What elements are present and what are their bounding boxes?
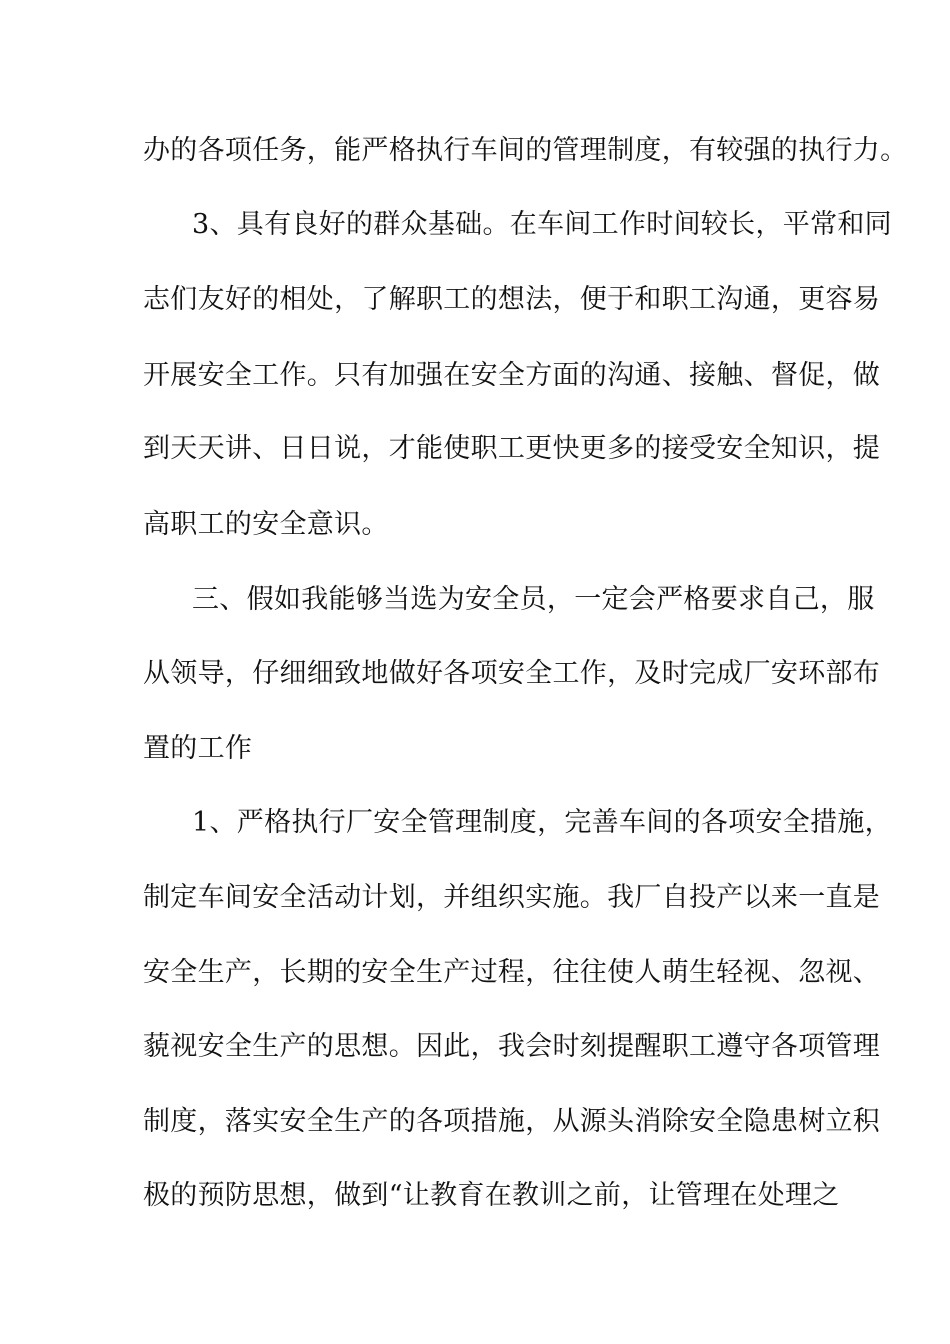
text-line: 置的工作	[143, 733, 253, 764]
text-line: 高职工的安全意识。	[143, 509, 389, 540]
text-line: 1、严格执行厂安全管理制度，完善车间的各项安全措施，	[192, 807, 892, 838]
text-line: 3、具有良好的群众基础。在车间工作时间较长，平常和同	[192, 209, 892, 240]
text-line: 安全生产，长期的安全生产过程，往往使人萌生轻视、忽视、	[143, 957, 881, 988]
text-line: 志们友好的相处，了解职工的想法，便于和职工沟通，更容易	[143, 284, 881, 315]
text-line: 办的各项任务，能严格执行车间的管理制度，有较强的执行力。	[143, 135, 908, 166]
text-line: 极的预防思想，做到“让教育在教训之前，让管理在处理之	[143, 1180, 840, 1211]
text-line: 到天天讲、日日说，才能使职工更快更多的接受安全知识，提	[143, 433, 881, 464]
text-line: 从领导，仔细细致地做好各项安全工作，及时完成厂安环部布	[143, 658, 881, 689]
text-line: 制度，落实安全生产的各项措施，从源头消除安全隐患树立积	[143, 1106, 881, 1137]
text-line: 制定车间安全活动计划，并组织实施。我厂自投产以来一直是	[143, 882, 881, 913]
text-line: 三、假如我能够当选为安全员，一定会严格要求自己，服	[192, 584, 875, 615]
text-line: 开展安全工作。只有加强在安全方面的沟通、接触、督促，做	[143, 360, 881, 391]
text-line: 藐视安全生产的思想。因此，我会时刻提醒职工遵守各项管理	[143, 1031, 881, 1062]
